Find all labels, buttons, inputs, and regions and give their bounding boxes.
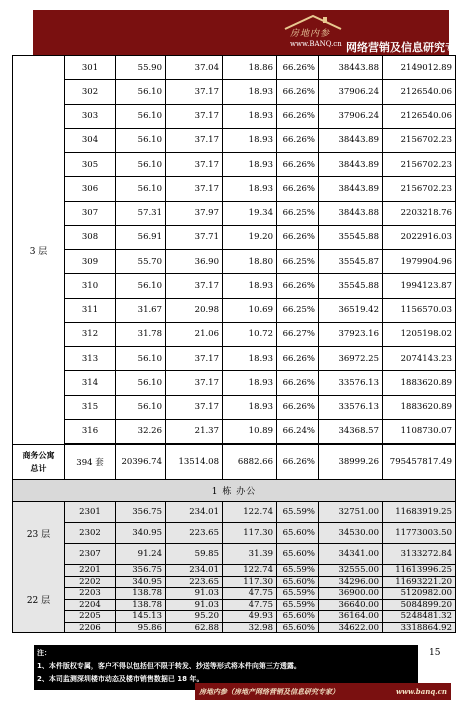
total-price-cell: 1883620.89	[400, 402, 452, 413]
total-price-cell: 1205198.02	[400, 329, 452, 340]
shared-area-cell: 10.72	[223, 323, 277, 346]
price-table	[12, 55, 456, 633]
room-number-cell: 313	[65, 347, 116, 370]
shared-area-cell: 18.93	[223, 274, 277, 297]
shared-area-cell: 18.86	[223, 56, 277, 79]
inner-area-cell: 62.88	[166, 623, 223, 634]
shared-area-cell: 31.39	[223, 544, 277, 564]
inner-area-cell: 36.90	[166, 250, 223, 273]
total-price-cell: 2126540.06	[400, 111, 452, 122]
unit-price-cell: 36972.25	[319, 347, 383, 370]
unit-price-cell: 38443.89	[319, 129, 383, 152]
shared-area-cell: 19.20	[223, 226, 277, 249]
table-row	[65, 347, 455, 371]
shared-area-cell: 18.93	[223, 129, 277, 152]
table-row	[65, 202, 455, 226]
inner-area-cell: 223.65	[166, 523, 223, 543]
table-row	[65, 153, 455, 177]
building-area-cell: 31.78	[116, 323, 166, 346]
efficiency-ratio-cell: 66.24%	[277, 420, 319, 443]
building-area-cell: 31.67	[116, 299, 166, 322]
shared-area-cell: 117.30	[223, 577, 277, 588]
building-area-cell: 56.10	[116, 177, 166, 200]
unit-price-cell: 38443.89	[319, 177, 383, 200]
unit-price-cell: 37923.16	[319, 323, 383, 346]
total-price-cell: 2149012.89	[400, 62, 452, 73]
efficiency-ratio-cell: 66.26%	[277, 56, 319, 79]
building-area-cell: 138.78	[116, 600, 166, 611]
efficiency-ratio-cell: 65.60%	[277, 623, 319, 634]
note-line-2: 2、本司监测深圳楼市动态及楼市销售数据已 18 年。	[37, 675, 204, 683]
efficiency-ratio-cell: 66.26%	[277, 177, 319, 200]
room-number-cell: 2301	[65, 502, 116, 522]
efficiency-ratio-cell: 66.26%	[277, 105, 319, 128]
total-price-cell: 3133272.84	[400, 549, 452, 559]
room-number-cell: 307	[65, 202, 116, 225]
efficiency-ratio-cell: 65.60%	[277, 577, 319, 588]
table-row	[65, 502, 455, 523]
inner-area-cell: 37.17	[166, 80, 223, 103]
floor-label-3: 3 层	[13, 56, 65, 444]
floor-label-22: 22 层	[13, 565, 65, 633]
inner-area-cell: 21.37	[166, 420, 223, 443]
room-number-cell: 312	[65, 323, 116, 346]
shared-area-cell: 122.74	[223, 565, 277, 576]
unit-price-cell: 36900.00	[319, 588, 383, 599]
unit-price-cell: 37906.24	[319, 80, 383, 103]
total-price-cell: 1156570.03	[400, 305, 452, 316]
unit-price-cell: 36519.42	[319, 299, 383, 322]
table-row	[65, 105, 455, 129]
efficiency-ratio-cell: 65.60%	[277, 611, 319, 622]
shared-area-cell: 10.89	[223, 420, 277, 443]
total-price-cell: 2156702.23	[400, 159, 452, 170]
site-url: www.BANQ.cn	[290, 40, 342, 48]
efficiency-ratio-cell: 66.26%	[277, 396, 319, 419]
note-line-1: 1、本件版权专属，客户不得以包括但不限于转发、抄送等形式将本件向第三方透露。	[37, 662, 301, 670]
section-title: 1 栋 办公	[13, 480, 455, 502]
shared-area-cell: 49.93	[223, 611, 277, 622]
inner-area-cell: 91.03	[166, 600, 223, 611]
total-price-cell: 3318864.92	[400, 622, 452, 633]
unit-price-cell: 34296.00	[319, 577, 383, 588]
inner-area-cell: 37.04	[166, 56, 223, 79]
table-row	[65, 274, 455, 298]
unit-price-cell: 35545.87	[319, 250, 383, 273]
efficiency-ratio-cell: 65.59%	[277, 502, 319, 522]
room-number-cell: 301	[65, 56, 116, 79]
total-area: 20396.74	[116, 445, 166, 479]
unit-price-cell: 32751.00	[319, 502, 383, 522]
efficiency-ratio-cell: 66.27%	[277, 323, 319, 346]
room-number-cell: 2307	[65, 544, 116, 564]
room-number-cell: 304	[65, 129, 116, 152]
total-price-cell: 11773003.50	[395, 528, 452, 538]
efficiency-ratio-cell: 65.59%	[277, 600, 319, 611]
building-area-cell: 356.75	[116, 502, 166, 522]
building-area-cell: 56.91	[116, 226, 166, 249]
total-price-cell: 2156702.23	[400, 135, 452, 146]
room-number-cell: 314	[65, 371, 116, 394]
footer-bar	[195, 683, 451, 700]
building-area-cell: 340.95	[116, 523, 166, 543]
room-number-cell: 2302	[65, 523, 116, 543]
shared-area-cell: 117.30	[223, 523, 277, 543]
room-number-cell: 306	[65, 177, 116, 200]
building-area-cell: 56.10	[116, 153, 166, 176]
room-number-cell: 309	[65, 250, 116, 273]
inner-area-cell: 37.17	[166, 371, 223, 394]
total-price-cell: 2126540.06	[400, 86, 452, 97]
room-number-cell: 305	[65, 153, 116, 176]
building-area-cell: 56.10	[116, 105, 166, 128]
efficiency-ratio-cell: 66.25%	[277, 250, 319, 273]
shared-area-cell: 18.93	[223, 105, 277, 128]
shared-area-cell: 32.98	[223, 623, 277, 634]
efficiency-ratio-cell: 66.26%	[277, 129, 319, 152]
unit-price-cell: 37906.24	[319, 105, 383, 128]
page-number: 15	[429, 648, 441, 658]
table-row	[65, 577, 455, 589]
inner-area-cell: 37.17	[166, 105, 223, 128]
table-row	[65, 523, 455, 544]
efficiency-ratio-cell: 66.25%	[277, 202, 319, 225]
room-number-cell: 2202	[65, 577, 116, 588]
footer-site: www.banq.cn	[395, 687, 447, 696]
table-row	[65, 371, 455, 395]
building-area-cell: 356.75	[116, 565, 166, 576]
total-row	[13, 444, 455, 480]
inner-area-cell: 234.01	[166, 565, 223, 576]
shared-area-cell: 18.93	[223, 371, 277, 394]
floor-label-23: 23 层	[13, 502, 65, 565]
building-area-cell: 56.10	[116, 396, 166, 419]
unit-price-cell: 38443.88	[319, 202, 383, 225]
table-row	[65, 611, 455, 623]
brand-name: 房地内参	[290, 29, 331, 39]
room-number-cell: 2203	[65, 588, 116, 599]
room-number-cell: 2201	[65, 565, 116, 576]
unit-price-cell: 36164.00	[319, 611, 383, 622]
table-row	[65, 299, 455, 323]
total-count: 394 套	[65, 445, 116, 479]
inner-area-cell: 20.98	[166, 299, 223, 322]
building-area-cell: 56.10	[116, 371, 166, 394]
unit-price-cell: 33576.13	[319, 371, 383, 394]
building-area-cell: 56.10	[116, 347, 166, 370]
unit-price-cell: 35545.88	[319, 226, 383, 249]
table-row	[65, 588, 455, 600]
efficiency-ratio-cell: 65.59%	[277, 588, 319, 599]
building-area-cell: 138.78	[116, 588, 166, 599]
total-shared-area: 6882.66	[223, 445, 277, 479]
note-title: 注：	[37, 649, 51, 657]
inner-area-cell: 37.17	[166, 177, 223, 200]
total-price-cell: 11613996.25	[395, 565, 452, 576]
total-label: 商务公寓 总计	[13, 445, 65, 479]
room-number-cell: 311	[65, 299, 116, 322]
building-area-cell: 55.90	[116, 56, 166, 79]
shared-area-cell: 47.75	[223, 588, 277, 599]
shared-area-cell: 18.93	[223, 347, 277, 370]
building-area-cell: 56.10	[116, 274, 166, 297]
table-row	[65, 56, 455, 80]
total-price-cell: 2203218.76	[400, 208, 452, 219]
inner-area-cell: 91.03	[166, 588, 223, 599]
total-price-cell: 1108730.07	[400, 426, 452, 437]
building-area-cell: 32.26	[116, 420, 166, 443]
shared-area-cell: 18.80	[223, 250, 277, 273]
shared-area-cell: 47.75	[223, 600, 277, 611]
building-area-cell: 145.13	[116, 611, 166, 622]
table-row	[65, 544, 455, 565]
efficiency-ratio-cell: 65.59%	[277, 565, 319, 576]
unit-price-cell: 35545.88	[319, 274, 383, 297]
efficiency-ratio-cell: 65.60%	[277, 523, 319, 543]
table-row	[65, 623, 455, 634]
building-area-cell: 95.86	[116, 623, 166, 634]
inner-area-cell: 37.17	[166, 274, 223, 297]
inner-area-cell: 234.01	[166, 502, 223, 522]
table-row	[65, 177, 455, 201]
inner-area-cell: 37.71	[166, 226, 223, 249]
unit-price-cell: 34622.00	[319, 623, 383, 634]
efficiency-ratio-cell: 66.26%	[277, 226, 319, 249]
unit-price-cell: 34368.57	[319, 420, 383, 443]
total-price: 795457817.49	[389, 457, 452, 467]
efficiency-ratio-cell: 66.26%	[277, 371, 319, 394]
header-title: 网络营销及信息研究专家	[346, 41, 467, 54]
efficiency-ratio-cell: 66.26%	[277, 80, 319, 103]
table-row	[65, 565, 455, 577]
inner-area-cell: 59.85	[166, 544, 223, 564]
shared-area-cell: 10.69	[223, 299, 277, 322]
table-row	[65, 396, 455, 420]
footer-brand: 房地内参（房地产网络营销及信息研究专家）	[199, 686, 339, 696]
building-area-cell: 56.10	[116, 80, 166, 103]
inner-area-cell: 37.17	[166, 347, 223, 370]
total-price-cell: 2074143.23	[400, 353, 452, 364]
room-number-cell: 316	[65, 420, 116, 443]
unit-price-cell: 36640.00	[319, 600, 383, 611]
unit-price-cell: 34341.00	[319, 544, 383, 564]
shared-area-cell: 18.93	[223, 177, 277, 200]
shared-area-cell: 122.74	[223, 502, 277, 522]
inner-area-cell: 223.65	[166, 577, 223, 588]
total-ratio: 66.26%	[277, 445, 319, 479]
inner-area-cell: 37.17	[166, 153, 223, 176]
total-price-cell: 11693221.20	[395, 576, 452, 587]
total-price-cell: 5084899.20	[400, 599, 452, 610]
building-area-cell: 56.10	[116, 129, 166, 152]
total-price-cell: 2022916.03	[400, 232, 452, 243]
room-number-cell: 2205	[65, 611, 116, 622]
total-price-cell: 1994123.87	[400, 280, 452, 291]
building-area-cell: 91.24	[116, 544, 166, 564]
efficiency-ratio-cell: 66.26%	[277, 274, 319, 297]
efficiency-ratio-cell: 65.60%	[277, 544, 319, 564]
room-number-cell: 2204	[65, 600, 116, 611]
total-inner-area: 13514.08	[166, 445, 223, 479]
room-number-cell: 310	[65, 274, 116, 297]
efficiency-ratio-cell: 66.26%	[277, 153, 319, 176]
total-unit-price: 38999.26	[319, 445, 383, 479]
unit-price-cell: 33576.13	[319, 396, 383, 419]
building-area-cell: 57.31	[116, 202, 166, 225]
unit-price-cell: 32555.00	[319, 565, 383, 576]
room-number-cell: 315	[65, 396, 116, 419]
table-row	[65, 80, 455, 104]
inner-area-cell: 21.06	[166, 323, 223, 346]
total-price-cell: 5248481.32	[400, 611, 452, 622]
unit-price-cell: 34530.00	[319, 523, 383, 543]
unit-price-cell: 38443.89	[319, 153, 383, 176]
shared-area-cell: 18.93	[223, 396, 277, 419]
shared-area-cell: 18.93	[223, 153, 277, 176]
table-row	[65, 323, 455, 347]
shared-area-cell: 18.93	[223, 80, 277, 103]
inner-area-cell: 37.17	[166, 396, 223, 419]
room-number-cell: 2206	[65, 623, 116, 634]
efficiency-ratio-cell: 66.26%	[277, 347, 319, 370]
inner-area-cell: 37.97	[166, 202, 223, 225]
room-number-cell: 302	[65, 80, 116, 103]
building-area-cell: 55.70	[116, 250, 166, 273]
page-header	[33, 10, 467, 55]
table-row	[65, 129, 455, 153]
total-price-cell: 5120982.00	[400, 588, 452, 599]
table-row	[65, 226, 455, 250]
table-row	[65, 250, 455, 274]
inner-area-cell: 37.17	[166, 129, 223, 152]
total-price-cell: 1883620.89	[400, 377, 452, 388]
shared-area-cell: 19.34	[223, 202, 277, 225]
building-area-cell: 340.95	[116, 577, 166, 588]
total-price-cell: 1979904.96	[400, 256, 452, 267]
room-number-cell: 303	[65, 105, 116, 128]
total-price-cell: 11683919.25	[395, 507, 452, 517]
room-number-cell: 308	[65, 226, 116, 249]
inner-area-cell: 95.20	[166, 611, 223, 622]
table-row	[65, 600, 455, 612]
table-row	[65, 420, 455, 444]
efficiency-ratio-cell: 66.25%	[277, 299, 319, 322]
total-price-cell: 2156702.23	[400, 183, 452, 194]
unit-price-cell: 38443.88	[319, 56, 383, 79]
